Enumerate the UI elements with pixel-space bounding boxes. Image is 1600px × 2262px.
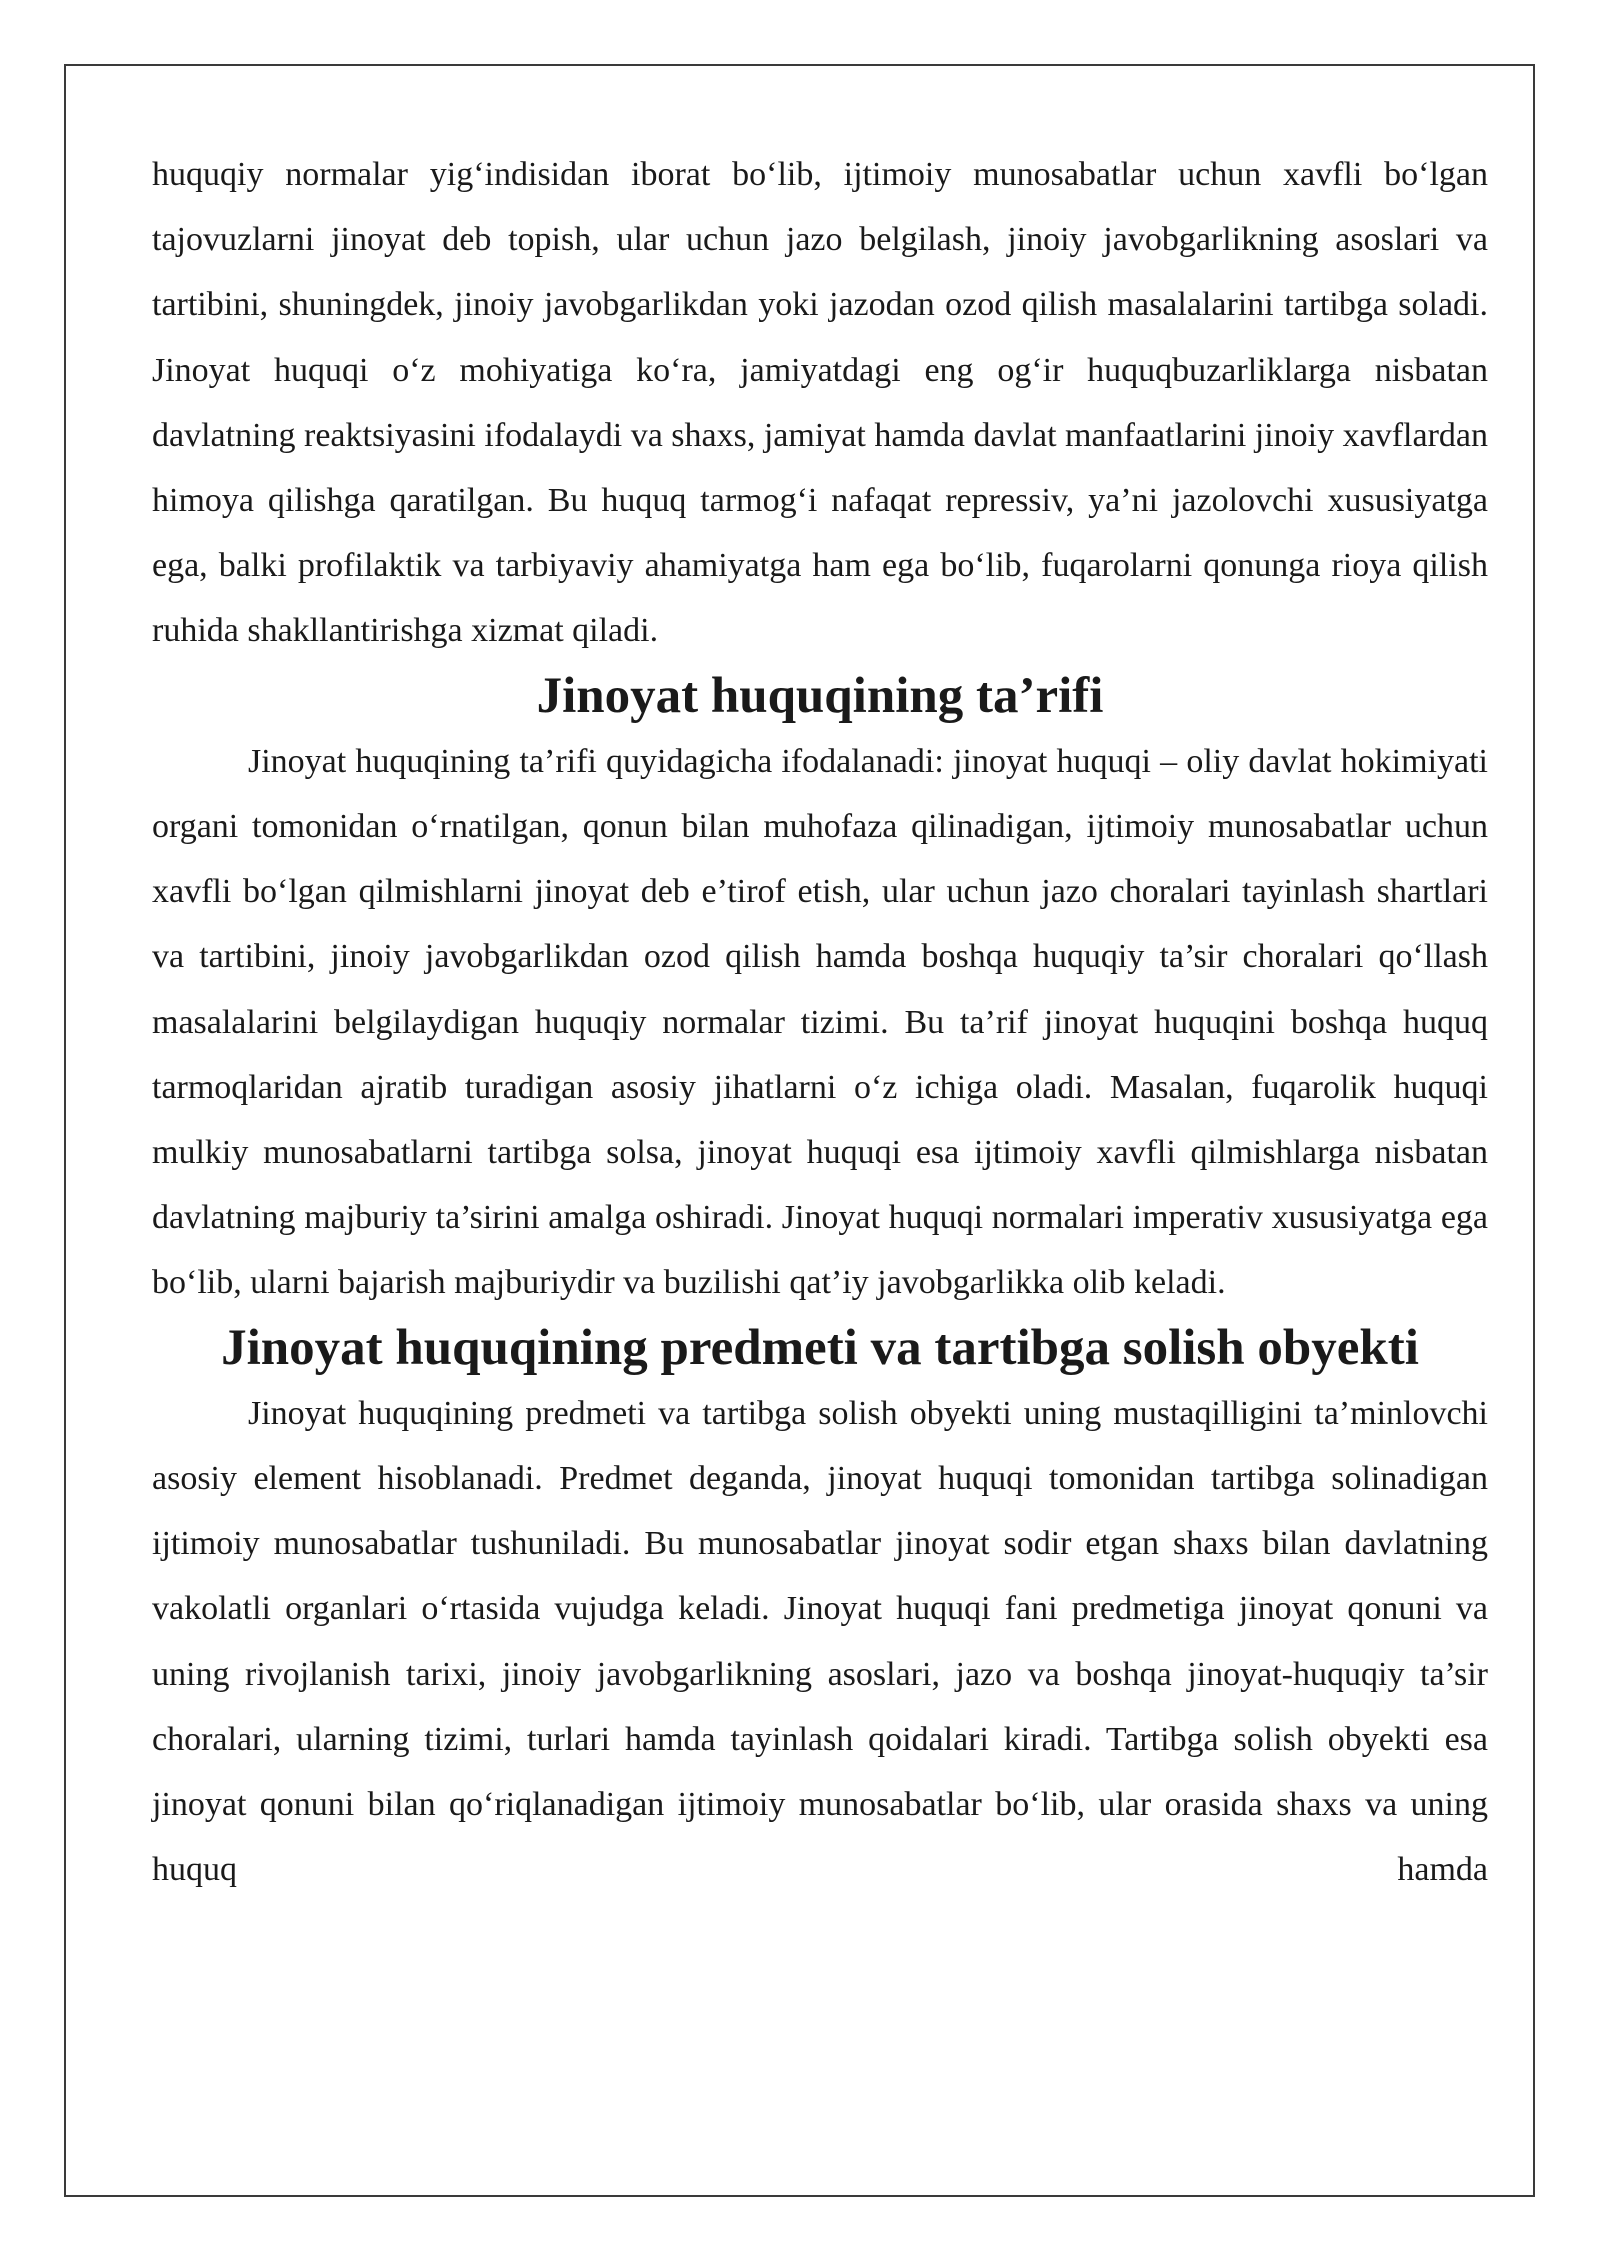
section-heading-definition: Jinoyat huquqining ta’rifi: [536, 667, 1104, 724]
paragraph-subject: Jinoyat huquqining predmeti va tartibga solish obyekti uning mustaqilligini ta’minlovchi asosiy element hisoblanadi. Predmet deganda, jinoyat huquqi tomonidan tartibga solinadigan ijtimoiy munosabatlar tushuniladi. Bu munosabatlar jinoyat sodir etgan shaxs bilan davlatning vakolatli organlari o‘rtasida vujudga keladi. Jinoyat huquqi fani predmetiga jinoyat qonuni va uning rivojlanish tarixi, jinoiy javobgarlikning asoslari, jazo va boshqa jinoyat-huquqiy ta’sir choralari, ularning tizimi, turlari hamda tayinlash qoidalari kiradi. Tartibga solish obyekti esa jinoyat qonuni bilan qo‘riqlanadigan ijtimoiy munosabatlar bo‘lib, ular orasida shaxs va uning huquq hamda: [152, 1394, 1488, 1889]
section-heading-subject: Jinoyat huquqining predmeti va tartibga solish obyekti: [221, 1319, 1419, 1376]
document-body: [152, 142, 1488, 1902]
paragraph-continuation: huquqiy normalar yig‘indisidan iborat bo‘lib, ijtimoiy munosabatlar uchun xavfli bo‘lgan tajovuzlarni jinoyat deb topish, ular uchun jazo belgilash, jinoiy javobgarlikning asoslari va tartibini, shuningdek, jinoiy javobgarlikdan yoki jazodan ozod qilish masalalarini tartibga soladi. Jinoyat huquqi o‘z mohiyatiga ko‘ra, jamiyatdagi eng og‘ir huquqbuzarliklarga nisbatan davlatning reaktsiyasini ifodalaydi va shaxs, jamiyat hamda davlat manfaatlarini jinoiy xavflardan himoya qilishga qaratilgan. Bu huquq tarmog‘i nafaqat repressiv, ya’ni jazolovchi xususiyatga ega, balki profilaktik va tarbiyaviy ahamiyatga ham ega bo‘lib, fuqarolarni qonunga rioya qilish ruhida shakllantirishga xizmat qiladi.: [152, 156, 1488, 650]
paragraph-definition: Jinoyat huquqining ta’rifi quyidagicha ifodalanadi: jinoyat huquqi – oliy davlat hokimiyati organi tomonidan o‘rnatilgan, qonun bilan muhofaza qilinadigan, ijtimoiy munosabatlar uchun xavfli bo‘lgan qilmishlarni jinoyat deb e’tirof etish, ular uchun jazo choralari tayinlash shartlari va tartibini, jinoiy javobgarlikdan ozod qilish hamda boshqa huquqiy ta’sir choralari qo‘llash masalalarini belgilaydigan huquqiy normalar tizimi. Bu ta’rif jinoyat huquqini boshqa huquq tarmoqlaridan ajratib turadigan asosiy jihatlarni o‘z ichiga oladi. Masalan, fuqarolik huquqi mulkiy munosabatlarni tartibga solsa, jinoyat huquqi esa ijtimoiy xavfli qilmishlarga nisbatan davlatning majburiy ta’sirini amalga oshiradi. Jinoyat huquqi normalari imperativ xususiyatga ega bo‘lib, ularni bajarish majburiydir va buzilishi qat’iy javobgarlikka olib keladi.: [152, 742, 1488, 1302]
